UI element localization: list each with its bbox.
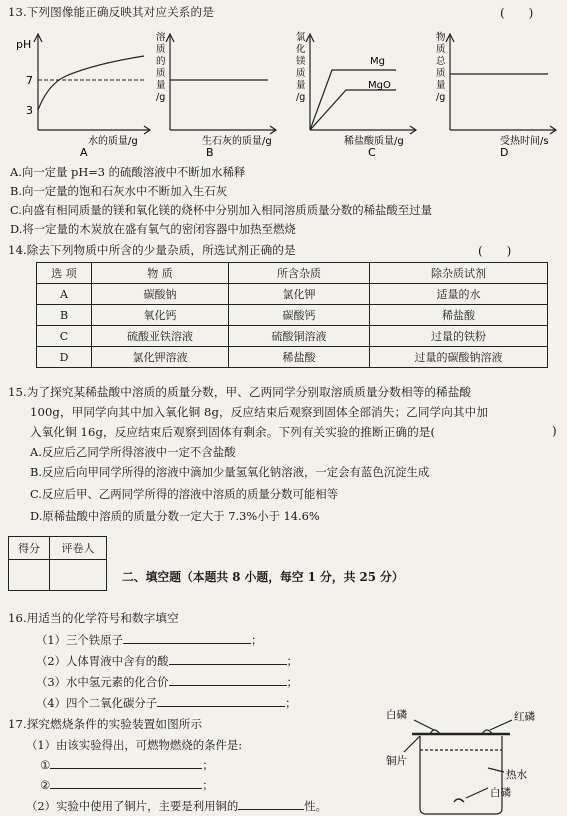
q17-circle-2: ② (40, 778, 51, 792)
graph-a-ylabel: pH (16, 38, 32, 51)
q17-sub-1: （1）由该实验得出，可燃物燃烧的条件是: (26, 738, 243, 752)
q17-blank-1-end: ； (202, 758, 214, 772)
q16-blank-4[interactable] (157, 706, 285, 707)
q17-blank-1[interactable] (50, 768, 202, 769)
graph-d-ylabel-5: /g (436, 92, 446, 103)
q15-option-a: A.反应后乙同学所得溶液中一定不含盐酸 (30, 445, 236, 459)
table-cell: A (37, 284, 92, 305)
graph-c-series-mg: Mg (370, 56, 385, 67)
q16-item-4-end: ； (285, 696, 297, 710)
q17-blank-line-2 (40, 777, 214, 793)
table-cell: 过量的碳酸钠溶液 (370, 347, 548, 368)
table-row (37, 347, 548, 368)
table-header-option: 选 项 (37, 263, 92, 284)
graph-d-letter: D (500, 146, 509, 158)
q13-option-a: A.向一定量 pH=3 的硫酸溶液中不断加水稀释 (10, 165, 246, 179)
graph-b-ylabel-3: 质 (156, 68, 166, 79)
section-2-heading: 二、填空题（本题共 8 小题，每空 1 分，共 25 分） (122, 570, 404, 584)
q13-option-b: B.向一定量的饱和石灰水中不断加入生石灰 (10, 184, 228, 198)
graph-b-letter: B (206, 146, 214, 158)
table-cell: 氯化钾 (229, 284, 370, 305)
q16-blank-3[interactable] (169, 685, 287, 686)
combustion-apparatus-figure (384, 706, 562, 816)
graph-b-ylabel-2: 的 (156, 56, 166, 67)
q15-line-3: 入氧化铜 16g，反应结束后观察到固体有剩余。下列有关实验的推断正确的是( (30, 425, 436, 439)
table-row (37, 305, 548, 326)
table-cell: 硫酸铜溶液 (229, 326, 370, 347)
graph-c-xlabel: 稀盐酸质量/g (344, 136, 404, 147)
graph-d-ylabel-0: 物 (436, 32, 446, 43)
q16-blank-2[interactable] (169, 664, 287, 665)
graph-c-ylabel-2: 镁 (296, 56, 306, 67)
graph-b-ylabel-0: 溶 (156, 32, 166, 43)
table-cell: C (37, 326, 92, 347)
graph-c-ylabel-1: 化 (296, 44, 306, 55)
reviewer-label: 评卷人 (50, 537, 107, 560)
table-header-impurity: 所含杂质 (229, 263, 370, 284)
graph-d (428, 26, 564, 158)
q17-sub-2-end: 性。 (304, 799, 328, 813)
table-cell: 硫酸亚铁溶液 (92, 326, 229, 347)
graph-b-ylabel-1: 质 (156, 44, 166, 55)
graph-b-ylabel-5: /g (156, 92, 166, 103)
graph-c-ylabel-4: 量 (296, 80, 306, 91)
q16-item-2-text: （2）人体胃液中含有的酸 (36, 654, 169, 668)
fig-label-white-phosphorus-2: 白磷 (490, 787, 511, 799)
q13-answer-paren: ( ) (500, 6, 534, 20)
graph-b-ylabel-4: 量 (156, 80, 166, 91)
table-cell: 过量的铁粉 (370, 326, 548, 347)
q17-blank-2[interactable] (50, 788, 202, 789)
graph-d-xlabel: 受热时间/s (500, 136, 549, 147)
graph-a-xlabel: 水的质量/g (88, 136, 138, 147)
table-cell: D (37, 347, 92, 368)
graph-a-tick-7: 7 (26, 74, 33, 87)
q16-item-3-end: ； (286, 675, 298, 689)
table-cell: 氯化钾溶液 (92, 347, 229, 368)
q17-blank-3[interactable] (238, 809, 304, 810)
fig-label-red-phosphorus: 红磷 (514, 711, 535, 723)
q16-stem: 16.用适当的化学符号和数字填空 (8, 611, 179, 625)
table-cell: 碳酸钠 (92, 284, 229, 305)
q16-item-4-text: （4）四个二氧化碳分子 (36, 696, 158, 710)
q16-blank-1[interactable] (123, 643, 251, 644)
q17-blank-2-end: ； (202, 778, 214, 792)
graph-c-ylabel-3: 质 (296, 68, 306, 79)
q14-table (36, 262, 548, 368)
graph-c-ylabel-0: 氯 (296, 32, 306, 43)
q16-item-1 (36, 632, 262, 648)
graph-d-ylabel-4: 量 (436, 80, 446, 91)
table-cell: 稀盐酸 (229, 347, 370, 368)
graph-c-series-mgo: MgO (368, 80, 391, 91)
q16-item-1-end: ； (250, 633, 263, 647)
table-header-row (37, 263, 548, 284)
graph-c-ylabel-5: /g (296, 92, 306, 103)
score-cell[interactable] (9, 560, 50, 591)
graph-d-ylabel-2: 总 (436, 56, 446, 67)
fig-label-hot-water: 热水 (506, 769, 527, 781)
score-box (8, 536, 107, 591)
fig-label-copper-plate: 铜片 (386, 755, 407, 767)
score-label: 得分 (9, 537, 50, 560)
q16-item-2 (36, 653, 298, 669)
table-cell: B (37, 305, 92, 326)
q16-item-2-end: ； (286, 654, 298, 668)
table-header-substance: 物 质 (92, 263, 229, 284)
graph-a (4, 26, 154, 158)
graph-a-letter: A (80, 146, 88, 158)
fig-label-white-phosphorus: 白磷 (386, 709, 407, 721)
graph-a-tick-3: 3 (26, 104, 33, 117)
graph-c-letter: C (368, 146, 376, 158)
q17-sub-2-text: （2）实验中使用了铜片，主要是利用铜的 (26, 799, 239, 813)
q13-option-c: C.向盛有相同质量的镁和氧化镁的烧杯中分别加入相同溶质质量分数的稀盐酸至过量 (10, 203, 432, 217)
q17-blank-line-1 (40, 757, 214, 773)
table-cell: 适量的水 (370, 284, 548, 305)
q15-option-b: B.反应后向甲同学所得的溶液中滴加少量氢氧化钠溶液，一定会有蓝色沉淀生成 (30, 465, 430, 479)
q17-circle-1: ① (40, 758, 51, 772)
table-cell: 碳酸钙 (229, 305, 370, 326)
q15-answer-paren-end: ) (552, 424, 557, 438)
q13-stem: 13.下列图像能正确反映其对应关系的是 (8, 5, 214, 19)
q15-option-c: C.反应后甲、乙两同学所得的溶液中溶质的质量分数可能相等 (30, 487, 339, 501)
graph-b-xlabel: 生石灰的质量/g (202, 136, 272, 147)
table-header-reagent: 除杂质试剂 (370, 263, 548, 284)
table-cell: 稀盐酸 (370, 305, 548, 326)
q15-option-d: D.原稀盐酸中溶质的质量分数一定大于 7.3%小于 14.6% (30, 509, 320, 523)
q16-item-3 (36, 674, 298, 690)
table-cell: 氧化钙 (92, 305, 229, 326)
graph-d-ylabel-1: 质 (436, 44, 446, 55)
q17-stem: 17.探究燃烧条件的实验装置如图所示 (8, 717, 203, 731)
q16-item-4 (36, 695, 297, 711)
table-row (37, 326, 548, 347)
table-row (37, 284, 548, 305)
q14-stem: 14.除去下列物质中所含的少量杂质，所选试剂正确的是 (8, 243, 296, 257)
q15-line-2: 100g，甲同学向其中加入氧化铜 8g，反应结束后观察到固体全部消失；乙同学向其中加 (30, 405, 489, 419)
q16-item-1-text: （1）三个铁原子 (36, 633, 123, 647)
reviewer-cell[interactable] (50, 560, 107, 591)
q15-line-1: 15.为了探究某稀盐酸中溶质的质量分数，甲、乙两同学分别取溶质质量分数相等的稀盐酸 (8, 385, 472, 399)
graph-c (288, 26, 428, 158)
graph-d-ylabel-3: 质 (436, 68, 446, 79)
q13-option-d: D.将一定量的木炭放在盛有氧气的密闭容器中加热至燃烧 (10, 222, 296, 236)
q16-item-3-text: （3）水中氢元素的化合价 (36, 675, 169, 689)
graph-b (150, 26, 280, 158)
q17-sub-2 (26, 798, 327, 814)
q14-answer-paren: ( ) (478, 244, 512, 258)
